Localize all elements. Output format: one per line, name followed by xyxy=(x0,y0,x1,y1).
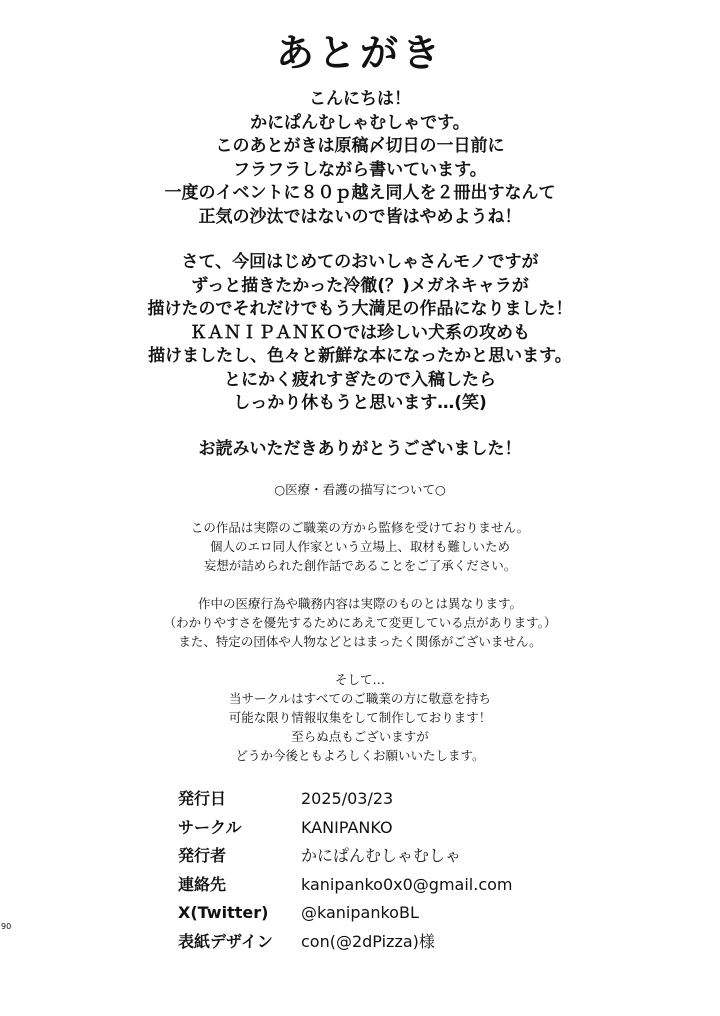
message-line: かにぱんむしゃむしゃです。 xyxy=(250,112,470,133)
notice-line: そして… xyxy=(334,672,385,687)
paragraph-gap xyxy=(0,416,720,438)
notice-line: （わかりやすさを優先するためにあえて変更している点があります。） xyxy=(163,615,557,630)
notice-line: 作中の医療行為や職務内容は実際のものとは異なります。 xyxy=(197,596,522,611)
message-line: とにかく疲れすぎたので入稿したら xyxy=(224,369,496,390)
message-line: ずっと描きたかった冷徹(？)メガネキャラが xyxy=(191,275,529,296)
message-line: こんにちは！ xyxy=(309,89,411,109)
notice-line: この作品は実際のご職業の方から監修を受けておりません。 xyxy=(190,520,530,535)
message-line: 描けたのでそれだけでもう大満足の作品になりました！ xyxy=(147,299,573,319)
colophon-label: 発行日 xyxy=(178,789,227,808)
colophon-row-circle xyxy=(178,814,512,843)
colophon-value: kanipanko0x0@gmail.com xyxy=(301,874,513,894)
colophon-row-cover-design xyxy=(178,928,512,957)
message-line: お読みいただきありがとうございました！ xyxy=(198,438,522,459)
page-title: あとがき xyxy=(275,31,444,75)
colophon-label: サークル xyxy=(178,817,242,837)
colophon xyxy=(178,785,512,957)
message-line: 一度のイベントに８０ｐ越え同人を２冊出すなんて xyxy=(164,183,556,203)
message-line: しっかり休もうと思います…(笑) xyxy=(233,393,487,413)
message-line: 描けましたし、色々と新鮮な本になったかと思います。 xyxy=(148,346,572,366)
colophon-value: KANIPANKO xyxy=(301,817,393,837)
colophon-row-twitter xyxy=(178,899,512,928)
colophon-row-contact xyxy=(178,871,512,900)
medical-notice xyxy=(0,480,720,765)
message-line: ＫＡＮＩＰＡＮＫＯでは珍しい犬系の攻めも xyxy=(190,322,530,343)
notice-line: 当サークルはすべてのご職業の方に敬意を持ち xyxy=(229,691,491,706)
message-line: さて、今回はじめてのおいしゃさんモノですが xyxy=(181,252,539,272)
colophon-row-date xyxy=(178,785,512,814)
notice-line: 妄想が詰められた創作話であることをご了承ください。 xyxy=(203,558,517,573)
paragraph-gap xyxy=(0,651,720,670)
paragraph-gap xyxy=(0,575,720,594)
colophon-value: 2025/03/23 xyxy=(301,789,394,808)
notice-line: 可能な限り情報収集をして制作しております！ xyxy=(228,710,492,725)
message-line: フラフラしながら書いています。 xyxy=(233,159,487,180)
message-line: このあとがきは原稿〆切日の一日前に xyxy=(215,136,505,156)
colophon-value: con(@2dPizza)様 xyxy=(301,931,435,951)
notice-line: 個人のエロ同人作家という立場上、取材も難しいため xyxy=(209,539,510,554)
colophon-label: 表紙デザイン xyxy=(178,931,273,951)
message-line: 正気の沙汰ではないので皆はやめようね！ xyxy=(198,206,522,227)
paragraph-gap xyxy=(0,229,720,251)
page-number: 90 xyxy=(1,922,12,931)
colophon-value: かにぱんむしゃむしゃ xyxy=(301,846,462,866)
colophon-row-publisher xyxy=(178,842,512,871)
colophon-label: 発行者 xyxy=(178,846,227,866)
colophon-value: @kanipankoBL xyxy=(301,903,419,923)
notice-line: また、特定の団体や人物などとはまったく関係がございません。 xyxy=(178,634,542,649)
afterword-message xyxy=(0,88,720,461)
notice-line: 至らぬ点もございますが xyxy=(291,729,429,744)
colophon-label: X(Twitter) xyxy=(178,903,269,923)
notice-line: どうか今後ともよろしくお願いいたします。 xyxy=(235,748,485,763)
colophon-label: 連絡先 xyxy=(178,874,227,894)
notice-heading: ○医療・看護の描写について○ xyxy=(274,482,446,497)
